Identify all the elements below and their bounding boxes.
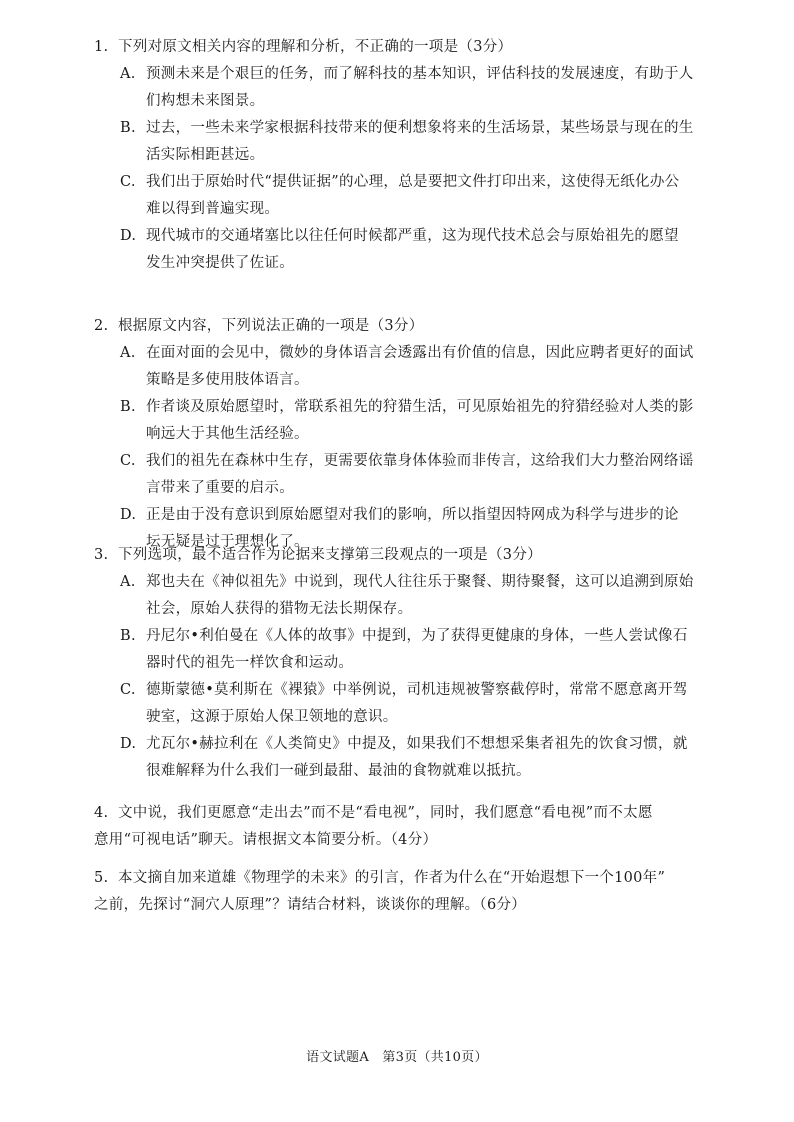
option-text: 现代城市的交通堵塞比以往任何时候都严重，这为现代技术总会与原始祖先的愿望 [146, 228, 679, 244]
option-text: 预测未来是个艰巨的任务，而了解科技的基本知识，评估科技的发展速度，有助于人 [146, 66, 694, 82]
option-c [120, 169, 704, 223]
option-letter: D. [120, 736, 137, 752]
question-number: 4. [94, 805, 109, 821]
question-5 [94, 865, 704, 919]
option-text: 作者谈及原始愿望时，常联系祖先的狩猎生活，可见原始祖先的狩猎经验对人类的影 [146, 399, 694, 415]
stem-text: 下列选项，最不适合作为论据来支撑第三段观点的一项是（3分） [118, 547, 542, 563]
question-1 [94, 34, 704, 277]
option-text: 郑也夫在《神似祖先》中说到，现代人往往乐于聚餐、期待聚餐，这可以追溯到原始 [146, 574, 694, 590]
stem-text-cont: 之前，先探讨“洞穴人原理”？请结合材料，谈谈你的理解。（6分） [94, 897, 527, 913]
stem-text: 文中说，我们更愿意“走出去”而不是“看电视”，同时，我们愿意“看电视”而不太愿 [118, 805, 653, 821]
option-text: 我们的祖先在森林中生存，更需要依靠身体体验而非传言，这给我们大力整治网络谣 [146, 453, 694, 469]
question-stem [94, 800, 704, 827]
option-text-cont: 活实际相距甚远。 [146, 147, 265, 163]
option-b [120, 623, 704, 677]
question-3 [94, 542, 704, 785]
question-number: 3. [94, 547, 109, 563]
question-number: 5. [94, 870, 109, 886]
option-c [120, 448, 704, 502]
option-b [120, 394, 704, 448]
option-letter: C. [120, 453, 136, 469]
option-letter: D. [120, 507, 137, 523]
page-footer: 语文试题A 第3页（共10页） [306, 1050, 488, 1065]
option-letter: C. [120, 682, 136, 698]
question-2 [94, 313, 704, 556]
option-d [120, 731, 704, 785]
option-letter: C. [120, 174, 136, 190]
option-letter: A. [120, 574, 136, 590]
option-a [120, 61, 704, 115]
option-text: 尤瓦尔•赫拉利在《人类简史》中提及，如果我们不想想采集者祖先的饮食习惯，就 [146, 736, 688, 752]
option-letter: A. [120, 66, 136, 82]
question-stem [94, 313, 704, 340]
option-text-cont: 言带来了重要的启示。 [146, 480, 294, 496]
option-c [120, 677, 704, 731]
question-number: 1. [94, 39, 109, 55]
option-text-cont: 器时代的祖先一样饮食和运动。 [146, 655, 354, 671]
option-a [120, 340, 704, 394]
stem-text: 下列对原文相关内容的理解和分析，不正确的一项是（3分） [118, 39, 513, 55]
question-4 [94, 800, 704, 854]
option-text-cont: 坛无疑是过于理想化了。 [146, 534, 309, 550]
option-text: 德斯蒙德•莫利斯在《裸猿》中举例说，司机违规被警察截停时，常常不愿意离开驾 [146, 682, 688, 698]
option-text-cont: 策略是多使用肢体语言。 [146, 372, 309, 388]
option-text-cont: 社会，原始人获得的猎物无法长期保存。 [146, 601, 413, 617]
option-text: 过去，一些未来学家根据科技带来的便利想象将来的生活场景，某些场景与现在的生 [146, 120, 694, 136]
option-d [120, 223, 704, 277]
option-text-cont: 驶室，这源于原始人保卫领地的意识。 [146, 709, 398, 725]
option-letter: B. [120, 120, 136, 136]
question-stem [94, 34, 704, 61]
option-text-cont: 们构想未来图景。 [146, 93, 265, 109]
stem-text: 根据原文内容，下列说法正确的一项是（3分） [118, 318, 424, 334]
stem-text-cont: 意用“可视电话”聊天。请根据文本简要分析。（4分） [94, 832, 438, 848]
option-text-cont: 响远大于其他生活经验。 [146, 426, 309, 442]
option-text-cont: 难以得到普遍实现。 [146, 201, 280, 217]
option-b [120, 115, 704, 169]
option-letter: B. [120, 399, 136, 415]
option-text-cont: 发生冲突提供了佐证。 [146, 255, 294, 271]
option-letter: D. [120, 228, 137, 244]
option-text: 在面对面的会见中，微妙的身体语言会透露出有价值的信息，因此应聘者更好的面试 [146, 345, 694, 361]
option-a [120, 569, 704, 623]
question-stem [94, 865, 704, 892]
option-text-cont: 很难解释为什么我们一碰到最甜、最油的食物就难以抵抗。 [146, 763, 531, 779]
option-text: 我们出于原始时代“提供证据”的心理，总是要把文件打印出来，这使得无纸化办公 [146, 174, 680, 190]
option-text: 丹尼尔•利伯曼在《人体的故事》中提到，为了获得更健康的身体，一些人尝试像石 [146, 628, 688, 644]
question-stem [94, 542, 704, 569]
option-letter: A. [120, 345, 136, 361]
option-letter: B. [120, 628, 136, 644]
stem-text: 本文摘自加来道雄《物理学的未来》的引言，作者为什么在“开始遐想下一个100年” [118, 870, 666, 886]
question-number: 2. [94, 318, 109, 334]
option-text: 正是由于没有意识到原始愿望对我们的影响，所以指望因特网成为科学与进步的论 [146, 507, 679, 523]
